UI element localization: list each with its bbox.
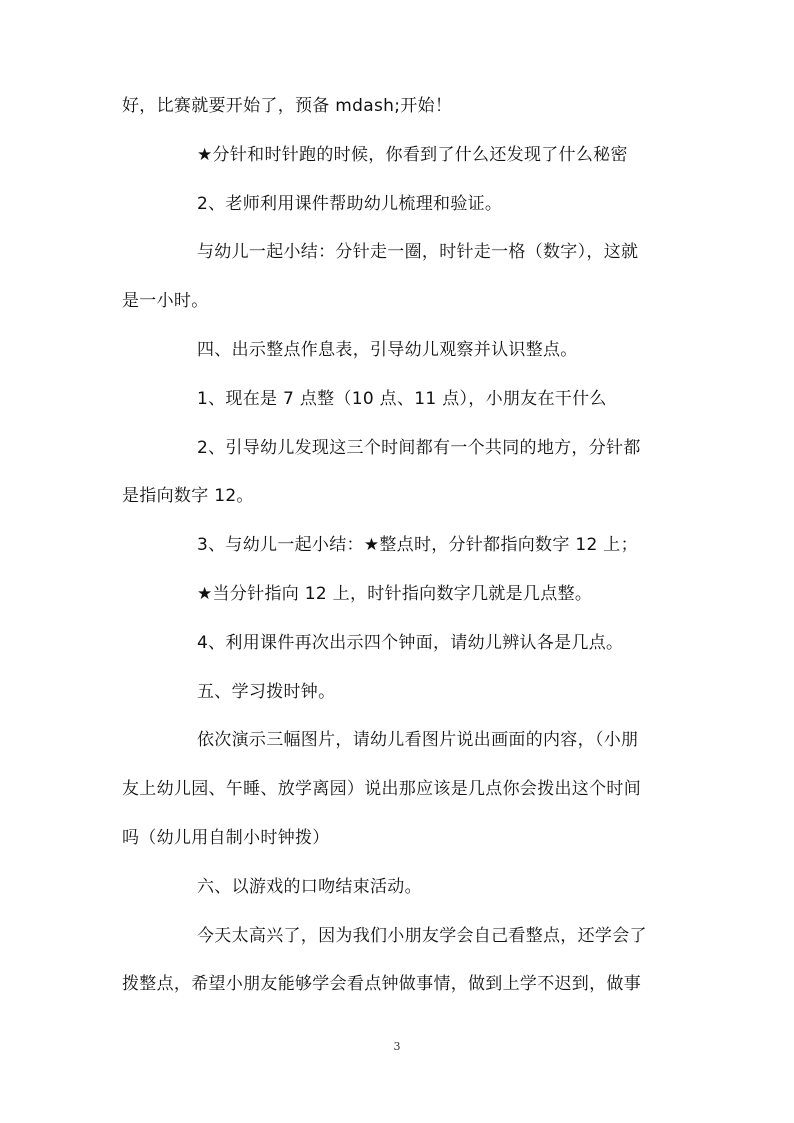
paragraph-line: 2、引导幼儿发现这三个时间都有一个共同的地方，分针都 — [197, 437, 641, 458]
paragraph-line: ★当分针指向 12 上，时针指向数字几就是几点整。 — [197, 583, 593, 604]
paragraph-line: 吗（幼儿用自制小时钟拨） — [122, 827, 330, 848]
document-body — [122, 82, 674, 1009]
paragraph-line: 拨整点，希望小朋友能够学会看点钟做事情，做到上学不迟到，做事 — [122, 974, 641, 995]
section-heading: 四、出示整点作息表，引导幼儿观察并认识整点。 — [197, 339, 578, 360]
paragraph-line: 是一小时。 — [122, 291, 209, 312]
paragraph-line: 好，比赛就要开始了，预备 mdash;开始！ — [122, 96, 453, 116]
paragraph-line: 2、老师利用课件帮助幼儿梳理和验证。 — [197, 193, 503, 214]
paragraph-line: ★分针和时针跑的时候，你看到了什么还发现了什么秘密 — [197, 144, 628, 165]
paragraph-line: 与幼儿一起小结：分针走一圈，时针走一格（数字），这就 — [197, 242, 639, 263]
paragraph-line: 3、与幼儿一起小结：★整点时，分针都指向数字 12 上； — [197, 535, 638, 556]
paragraph-line: 1、现在是 7 点整（10 点、11 点），小朋友在干什么 — [197, 388, 607, 409]
section-heading: 五、学习拨时钟。 — [197, 681, 336, 702]
paragraph-line: 依次演示三幅图片，请幼儿看图片说出画面的内容，（小朋 — [197, 730, 639, 751]
paragraph-line: 是指向数字 12。 — [122, 486, 254, 507]
paragraph-line: 今天太高兴了，因为我们小朋友学会自己看整点，还学会了 — [197, 925, 647, 946]
paragraph-line: 友上幼儿园、午睡、放学离园）说出那应该是几点你会拨出这个时间 — [122, 779, 641, 800]
section-heading: 六、以游戏的口吻结束活动。 — [197, 876, 422, 897]
page-number: 3 — [393, 1040, 401, 1053]
paragraph-line: 4、利用课件再次出示四个钟面，请幼儿辨认各是几点。 — [197, 632, 624, 653]
